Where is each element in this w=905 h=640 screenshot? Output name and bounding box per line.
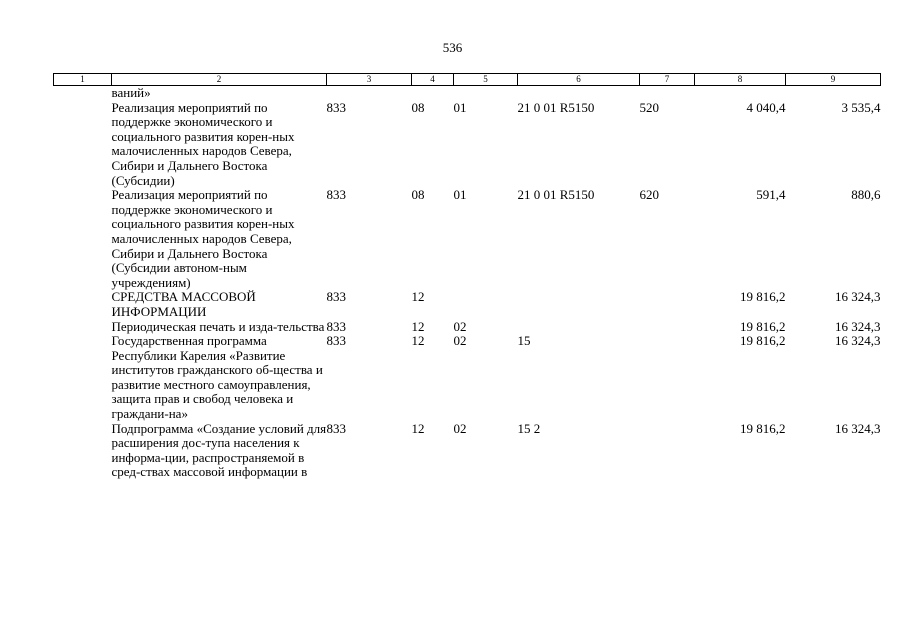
header-cell-8: 8 — [695, 74, 786, 86]
expense-type-cell: 620 — [639, 187, 659, 203]
table-row — [54, 86, 881, 101]
code-cell: 833 — [326, 99, 346, 115]
code-cell: 833 — [326, 187, 346, 203]
subsection-cell: 02 — [453, 318, 467, 334]
header-cell-9: 9 — [786, 74, 881, 86]
subsection-cell — [454, 290, 518, 319]
header-cell-1: 1 — [54, 74, 112, 86]
amount-year1-cell: 19 816,2 — [740, 318, 786, 334]
amount-year1-cell: 19 816,2 — [740, 289, 786, 305]
section-cell: 12 — [411, 333, 425, 349]
budget-table — [53, 73, 881, 480]
amount-year2-cell: 3 535,4 — [841, 99, 881, 115]
table-row — [54, 320, 881, 335]
expense-type-cell — [640, 290, 695, 319]
target-article-cell: 21 0 01 R5150 — [517, 187, 595, 203]
item-name-cell: Подпрограмма «Создание условий для расширения дос-тупа населения к информа-ции, распространяемой в сред-ствах массовой информации в — [111, 420, 327, 480]
subsection-cell: 02 — [453, 333, 467, 349]
code-cell: 833 — [326, 318, 346, 334]
target-article-cell: 21 0 01 R5150 — [517, 99, 595, 115]
table-row — [54, 290, 881, 319]
amount-year2-cell: 16 324,3 — [835, 420, 881, 436]
subsection-cell: 01 — [453, 187, 467, 203]
row-index-cell — [54, 101, 112, 189]
item-name-cell: Реализация мероприятий по поддержке экономического и социального развития корен-ных малочисленных народов Севера, Сибири и Дальнего Востока (Субсидии) — [111, 99, 295, 188]
expense-type-cell — [640, 86, 695, 101]
header-cell-3: 3 — [327, 74, 412, 86]
item-name-cell: ваний» — [111, 85, 151, 100]
target-article-cell — [518, 320, 640, 335]
item-name-cell: Государственная программа Республики Карелия «Развитие институтов гражданского об-щества и развитие местного самоуправления, защита прав и свобод человека и граждани-на» — [111, 333, 323, 422]
expense-type-cell — [640, 320, 695, 335]
row-index-cell — [54, 290, 112, 319]
subsection-cell: 01 — [453, 99, 467, 115]
table-row — [54, 101, 881, 189]
row-index-cell — [54, 188, 112, 290]
row-index-cell — [54, 334, 112, 422]
amount-year2-cell: 16 324,3 — [835, 318, 881, 334]
section-cell: 08 — [411, 187, 425, 203]
table-row — [54, 188, 881, 290]
table-body — [54, 86, 881, 481]
header-cell-4: 4 — [412, 74, 454, 86]
header-cell-6: 6 — [518, 74, 640, 86]
amount-year2-cell — [786, 86, 881, 101]
code-cell: 833 — [326, 289, 346, 305]
expense-type-cell: 520 — [639, 99, 659, 115]
section-cell: 12 — [411, 420, 425, 436]
target-article-cell: 15 2 — [517, 420, 541, 436]
subsection-cell — [454, 86, 518, 101]
amount-year1-cell: 591,4 — [756, 187, 786, 203]
target-article-cell — [518, 290, 640, 319]
target-article-cell: 15 — [517, 333, 531, 349]
row-index-cell — [54, 86, 112, 101]
expense-type-cell — [640, 334, 695, 422]
section-cell: 08 — [411, 99, 425, 115]
table-row — [54, 422, 881, 480]
item-name-cell: СРЕДСТВА МАССОВОЙ ИНФОРМАЦИИ — [111, 289, 256, 319]
header-cell-5: 5 — [454, 74, 518, 86]
code-cell: 833 — [326, 333, 346, 349]
row-index-cell — [54, 422, 112, 480]
amount-year2-cell: 880,6 — [851, 187, 881, 203]
item-name-cell: Периодическая печать и изда-тельства — [111, 318, 325, 334]
section-cell: 12 — [411, 289, 425, 305]
section-cell — [412, 86, 454, 101]
amount-year1-cell — [695, 86, 786, 101]
amount-year1-cell: 4 040,4 — [746, 99, 786, 115]
amount-year1-cell: 19 816,2 — [740, 333, 786, 349]
header-cell-2: 2 — [112, 74, 327, 86]
header-cell-7: 7 — [640, 74, 695, 86]
amount-year2-cell: 16 324,3 — [835, 333, 881, 349]
item-name-cell: Реализация мероприятий по поддержке экономического и социального развития корен-ных малочисленных народов Севера, Сибири и Дальнего Востока (Субсидии автоном-ным учреждениям) — [111, 187, 295, 290]
page-number: 536 — [442, 40, 463, 55]
section-cell: 12 — [411, 318, 425, 334]
code-cell: 833 — [326, 420, 346, 436]
expense-type-cell — [640, 422, 695, 480]
table-row — [54, 334, 881, 422]
header-row — [54, 74, 881, 86]
code-cell — [327, 86, 412, 101]
amount-year1-cell: 19 816,2 — [740, 420, 786, 436]
row-index-cell — [54, 320, 112, 335]
target-article-cell — [518, 86, 640, 101]
subsection-cell: 02 — [453, 420, 467, 436]
amount-year2-cell: 16 324,3 — [835, 289, 881, 305]
